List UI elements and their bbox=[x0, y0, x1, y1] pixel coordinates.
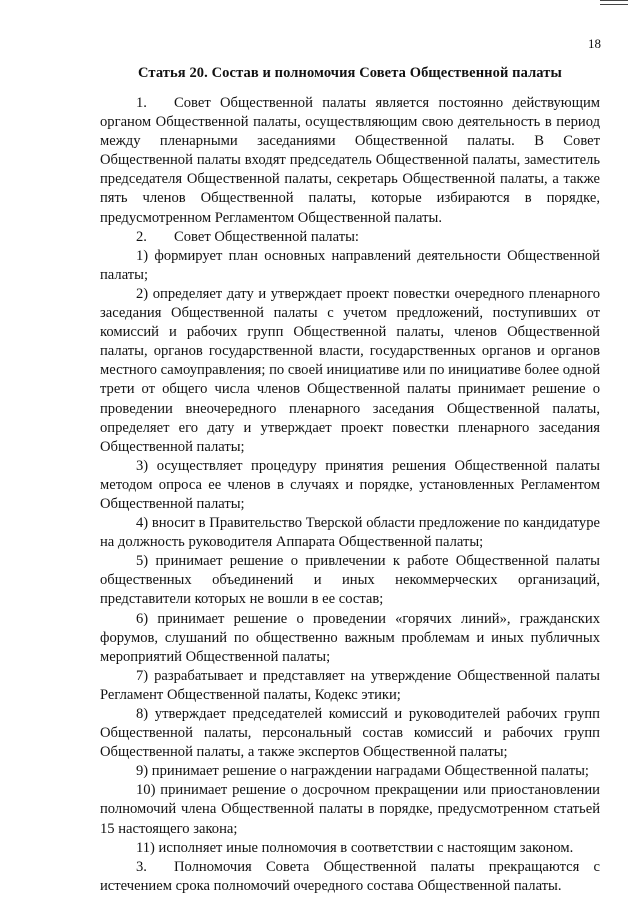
list-item-1: 1) формирует план основных направлений деятельности Общественной палаты; bbox=[100, 247, 600, 283]
list-item-5: 5) принимает решение о привлечении к работе Общественной палаты общественных объединений и иных некоммерческих организаций, представители которых не вошли в ее состав; bbox=[100, 553, 600, 608]
list-item-9: 9) принимает решение о награждении наградами Общественной палаты; bbox=[136, 763, 589, 780]
section-3-number: 3. bbox=[136, 858, 147, 875]
section-1 bbox=[100, 94, 600, 228]
list-item-6: 6) принимает решение о проведении «горячих линий», гражданских форумов, слушаний по общественно важным проблемам и иных публичных мероприятий Общественной палаты; bbox=[100, 610, 600, 665]
article-body bbox=[100, 94, 600, 896]
list-item-7: 7) разрабатывает и представляет на утверждение Общественной палаты Регламент Общественной палаты, Кодекс этики; bbox=[100, 667, 600, 703]
article-title: Статья 20. Состав и полномочия Совета Общественной палаты bbox=[138, 65, 562, 81]
section-1-number: 1. bbox=[136, 95, 147, 111]
scan-corner-mark bbox=[600, 0, 628, 5]
section-1-text: Совет Общественной палаты является постоянно действующим органом Общественной палаты, осуществляющим свою деятельность в период между пленарными заседаниями Общественной палаты. В Совет Общественной палаты входят председатель Общественной палаты, заместитель председателя Общественной палаты, секретарь Общественной палаты, а также пять членов Общественной палаты, которые избираются в порядке, предусмотренном Регламентом Общественной палаты. bbox=[100, 95, 600, 226]
section-2 bbox=[100, 228, 600, 247]
list-item-10: 10) принимает решение о досрочном прекращении или приостановлении полномочий члена Общественной палаты в порядке, предусмотренном статьей 15 настоящего закона; bbox=[100, 782, 600, 837]
section-3-text: Полномочия Совета Общественной палаты прекращаются с истечением срока полномочий очередного состава Общественной палаты. bbox=[100, 858, 600, 894]
list-item-8: 8) утверждает председателей комиссий и руководителей рабочих групп Общественной палаты, персональный состав комиссий и рабочих групп Общественной палаты, а также экспертов Общественной палаты; bbox=[100, 706, 600, 761]
list-item-11: 11) исполняет иные полномочия в соответствии с настоящим законом. bbox=[136, 839, 574, 856]
section-3 bbox=[100, 858, 600, 896]
list-item-2: 2) определяет дату и утверждает проект повестки очередного пленарного заседания Общественной палаты с учетом предложений, поступивших от комиссий и рабочих групп Общественной палаты, членов Общественной палаты, органов государственной власти, государственных органов и органов местного самоуправления; по своей инициативе или по инициативе более одной трети от общего числа членов Общественной палаты принимает решение о проведении внеочередного пленарного заседания Общественной палаты, определяет его дату и утверждает проект повестки пленарного заседания Общественной палаты; bbox=[100, 285, 600, 455]
list-item-3: 3) осуществляет процедуру принятия решения Общественной палаты методом опроса ее членов в случаях и порядке, установленных Регламентом Общественной палаты; bbox=[100, 457, 600, 512]
section-2-number: 2. bbox=[136, 228, 147, 245]
section-2-text: Совет Общественной палаты: bbox=[174, 228, 359, 245]
page-number: 18 bbox=[588, 36, 601, 51]
list-item-4: 4) вносит в Правительство Тверской области предложение по кандидатуре на должность руководителя Аппарата Общественной палаты; bbox=[100, 515, 600, 551]
